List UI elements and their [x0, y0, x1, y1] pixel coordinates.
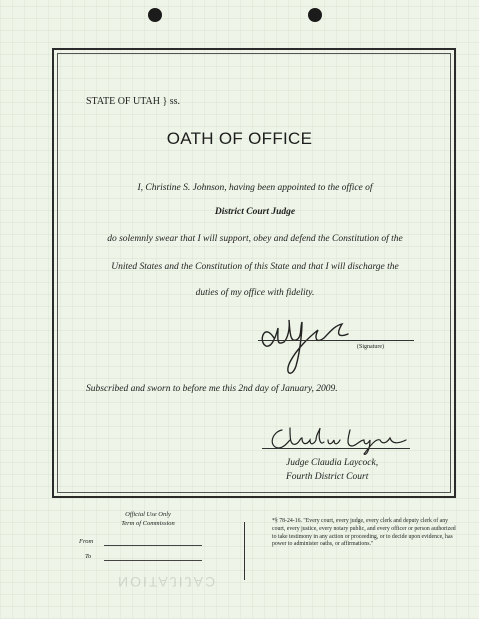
judge-signature	[266, 420, 416, 460]
official-use-label: Official Use Only	[125, 511, 171, 518]
office-name: District Court Judge	[214, 207, 296, 217]
subscribed-sworn-line: Subscribed and sworn to before me this 2nd day of January, 2009.	[86, 384, 338, 394]
from-label: From	[79, 538, 94, 545]
oath-appointed-line: I, Christine S. Johnson, having been appointed to the office of	[137, 183, 373, 193]
signature-line	[258, 340, 414, 341]
oath-taker-signature	[256, 308, 366, 383]
bleed-through-text: NOITAJIJAƆ	[118, 574, 218, 590]
document-title: OATH OF OFFICE	[166, 129, 313, 148]
to-field-line	[104, 560, 202, 561]
punch-hole-left	[148, 8, 162, 22]
oath-united-line: United States and the Constitution of this State and that I will discharge the	[111, 262, 399, 272]
judge-signature-line	[262, 448, 410, 449]
signature-caption: (Signature)	[357, 344, 384, 350]
oath-duties-line: duties of my office with fidelity.	[195, 288, 315, 298]
to-label: To	[85, 553, 92, 560]
judge-name: Judge Claudia Laycock,	[286, 458, 379, 468]
state-line: STATE OF UTAH } ss.	[86, 96, 181, 107]
punch-hole-right	[308, 8, 322, 22]
oath-swear-line: do solemnly swear that I will support, obey and defend the Constitution of the	[107, 234, 403, 244]
judge-court: Fourth District Court	[286, 472, 369, 482]
from-field-line	[104, 545, 202, 546]
statute-footnote: *§ 78-24-16. "Every court, every judge, every clerk and deputy clerk of any court, every justice, every notary public, and every officer or person authorized to take testimony in any action or proceeding, or to decide upon evidence, has power to administer oaths, or affirmations."	[272, 518, 456, 548]
footer-divider	[244, 522, 245, 580]
term-of-commission-label: Term of Commission	[121, 520, 175, 527]
